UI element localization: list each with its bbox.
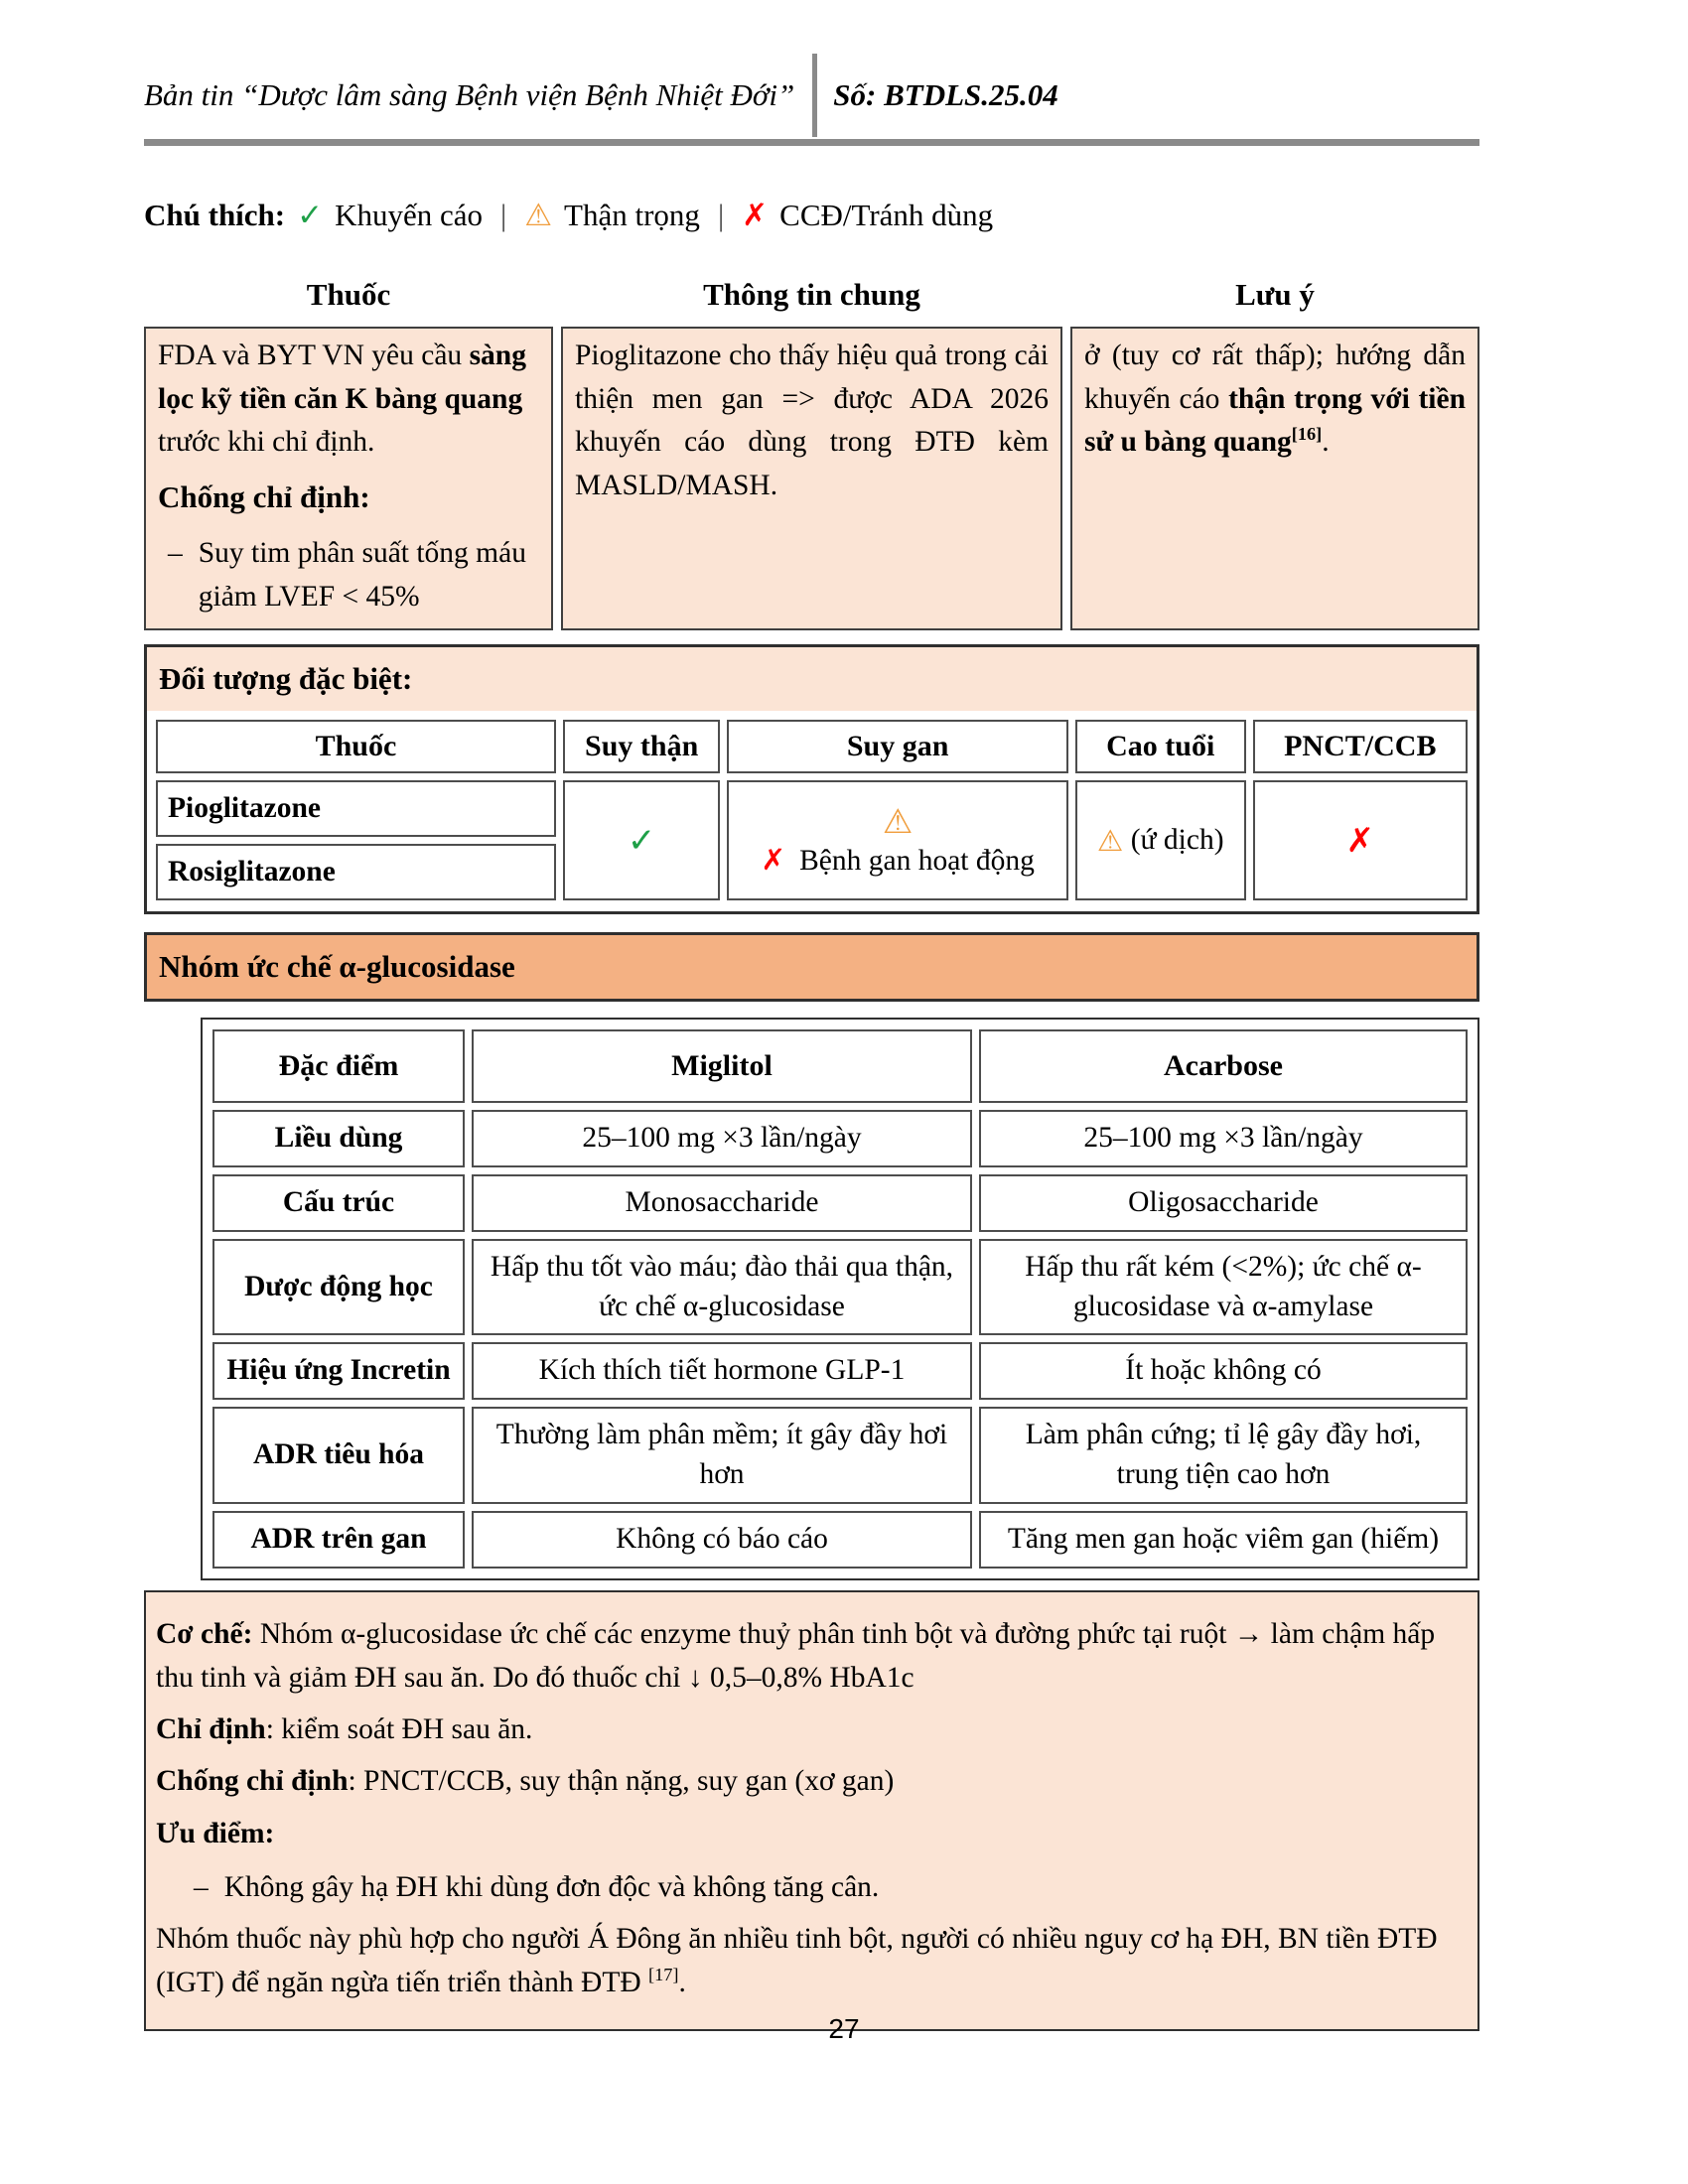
warning-icon: ⚠ xyxy=(524,198,553,233)
legend-item-ccd: CCĐ/Tránh dùng xyxy=(779,198,994,232)
alpha-glucosidase-section-title: Nhóm ức chế α-glucosidase xyxy=(144,932,1479,1002)
sp-header-thuoc: Thuốc xyxy=(156,720,556,773)
table-row-duoc-dong-hoc xyxy=(212,1239,1468,1336)
contraindication-label: Chống chỉ định xyxy=(156,1765,349,1798)
bullet-dash: – xyxy=(168,536,183,569)
special-populations-table xyxy=(147,711,1477,911)
contraindication-text: Suy tim phân suất tống máu giảm LVEF < 45% xyxy=(198,536,526,613)
sp-header-pnct-ccb: PNCT/CCB xyxy=(1253,720,1468,773)
check-icon: ✓ xyxy=(297,198,324,233)
advantages-heading xyxy=(156,1812,1462,1855)
mechanism-label: Cơ chế: xyxy=(156,1617,253,1650)
bullet-dash: – xyxy=(194,1870,209,1903)
table-row-adr-tren-gan xyxy=(212,1511,1468,1569)
legend xyxy=(144,198,1479,233)
mechanism-text: Nhóm α-glucosidase ức chế các enzyme thuỷ phân tinh bột và đường phức tại ruột → làm chậm hấp thu tinh và giảm ĐH sau ăn. Do đó thuốc chỉ ↓ 0,5–0,8% HbA1c xyxy=(156,1617,1436,1694)
page-header xyxy=(144,58,1479,127)
miglitol-value: Monosaccharide xyxy=(472,1174,972,1232)
header-divider xyxy=(812,54,817,137)
indication-label: Chỉ định xyxy=(156,1713,266,1746)
final-note-end: . xyxy=(678,1967,686,1999)
legend-separator: | xyxy=(717,198,725,232)
legend-item-khuyen-cao: Khuyến cáo xyxy=(335,198,484,232)
note-text-bold: thận trọng với tiền sử u bàng quang xyxy=(1083,382,1467,459)
miglitol-value: Kích thích tiết hormone GLP-1 xyxy=(472,1342,972,1400)
final-note-text: Nhóm thuốc này phù hợp cho người Á Đông ăn nhiều tinh bột, người có nhiều nguy cơ hạ ĐH, BN tiền ĐTĐ (IGT) để ngăn ngừa tiến triển thành ĐTĐ xyxy=(156,1923,1438,1999)
overview-cell-thuoc xyxy=(144,327,553,630)
table-row-adr-tieu-hoa xyxy=(212,1407,1468,1504)
sp-cell-cao-tuoi xyxy=(1075,780,1246,900)
page-number: 27 xyxy=(828,2013,860,2044)
final-note-paragraph xyxy=(156,1917,1462,2005)
sp-cell-suy-than xyxy=(563,780,721,900)
cao-tuoi-text: (ứ dịch) xyxy=(1130,824,1224,857)
warning-icon: ⚠ xyxy=(882,802,914,843)
overview-cell-thong-tin-chung xyxy=(561,327,1062,630)
comparison-table-wrapper xyxy=(201,1018,1479,1580)
indication-paragraph xyxy=(156,1707,1462,1751)
sp-cell-pnct-ccb xyxy=(1253,780,1468,900)
column-header-thuoc: Thuốc xyxy=(306,277,391,312)
overview-column-headers xyxy=(144,277,1479,313)
row-label: Liều dùng xyxy=(212,1110,465,1167)
row-label: Cấu trúc xyxy=(212,1174,465,1232)
acarbose-value: Ít hoặc không có xyxy=(979,1342,1468,1400)
cmp-header-acarbose: Acarbose xyxy=(979,1029,1468,1103)
sp-header-suy-than: Suy thận xyxy=(563,720,721,773)
special-populations-title: Đối tượng đặc biệt: xyxy=(147,647,1477,711)
sp-cell-suy-gan xyxy=(727,780,1067,900)
miglitol-value: 25–100 mg ×3 lần/ngày xyxy=(472,1110,972,1167)
row-label: ADR trên gan xyxy=(212,1511,465,1569)
miglitol-value: Không có báo cáo xyxy=(472,1511,972,1569)
legend-label: Chú thích: xyxy=(144,198,286,232)
thuoc-text: FDA và BYT VN yêu cầu xyxy=(158,340,470,371)
cmp-header-miglitol: Miglitol xyxy=(472,1029,972,1103)
cross-icon: ✗ xyxy=(1345,820,1375,861)
drug-rosiglitazone: Rosiglitazone xyxy=(156,844,556,900)
advantages-label: Ưu điểm: xyxy=(156,1817,275,1849)
contraindication-heading: Chống chỉ định: xyxy=(158,478,370,514)
note-text: ở (tuy cơ rất thấp); hướng dẫn khuyến cáo xyxy=(1083,340,1466,415)
advantage-text: Không gây hạ ĐH khi dùng đơn độc và không tăng cân. xyxy=(223,1870,880,1903)
suy-gan-text: Bệnh gan hoạt động xyxy=(799,844,1035,877)
row-label: Hiệu ứng Incretin xyxy=(212,1342,465,1400)
advantage-bullet xyxy=(184,1865,1462,1909)
suy-gan-line xyxy=(761,843,1035,879)
sp-header-cao-tuoi: Cao tuổi xyxy=(1075,720,1246,773)
citation-16: [16] xyxy=(1291,424,1323,445)
citation-17: [17] xyxy=(648,1965,679,1985)
acarbose-value: Làm phân cứng; tỉ lệ gây đầy hơi, trung tiện cao hơn xyxy=(979,1407,1468,1504)
acarbose-value: Oligosaccharide xyxy=(979,1174,1468,1232)
cmp-header-dac-diem: Đặc điểm xyxy=(212,1029,465,1103)
warning-icon: ⚠ xyxy=(1096,823,1124,858)
thuoc-text: trước khi chỉ định. xyxy=(158,426,375,459)
row-label: ADR tiêu hóa xyxy=(212,1407,465,1504)
drug-pioglitazone: Pioglitazone xyxy=(156,780,556,837)
thuoc-paragraph xyxy=(158,335,539,465)
mechanism-paragraph xyxy=(156,1612,1462,1701)
row-label: Dược động học xyxy=(212,1239,465,1336)
table-row-hieu-ung-incretin xyxy=(212,1342,1468,1400)
note-text: . xyxy=(1322,426,1330,459)
table-row-cau-truc xyxy=(212,1174,1468,1232)
special-populations-section xyxy=(144,644,1479,914)
acarbose-value: Tăng men gan hoặc viêm gan (hiếm) xyxy=(979,1511,1468,1569)
contraindication-paragraph xyxy=(156,1759,1462,1803)
column-header-thong-tin-chung: Thông tin chung xyxy=(703,277,920,312)
sp-header-suy-gan: Suy gan xyxy=(727,720,1067,773)
comparison-table xyxy=(206,1023,1475,1575)
column-header-luu-y: Lưu ý xyxy=(1235,277,1315,312)
cross-icon: ✗ xyxy=(761,842,786,877)
notes-block xyxy=(144,1590,1479,2031)
contraindication-text: : PNCT/CCB, suy thận nặng, suy gan (xơ gan) xyxy=(348,1765,895,1798)
acarbose-value: 25–100 mg ×3 lần/ngày xyxy=(979,1110,1468,1167)
header-rule xyxy=(144,139,1479,146)
table-row-lieu-dung xyxy=(212,1110,1468,1167)
overview-cell-luu-y xyxy=(1070,327,1479,630)
legend-item-than-trong: Thận trọng xyxy=(564,198,700,232)
cross-icon: ✗ xyxy=(742,198,769,233)
issue-number: Số: BTDLS.25.04 xyxy=(833,77,1058,112)
page-content xyxy=(144,58,1479,2031)
indication-text: : kiểm soát ĐH sau ăn. xyxy=(265,1713,533,1746)
general-info-text: Pioglitazone cho thấy hiệu quả trong cải thiện men gan => được ADA 2026 khuyến cáo dùng trong ĐTĐ kèm MASLD/MASH. xyxy=(575,340,1049,501)
overview-row xyxy=(144,327,1479,630)
check-icon: ✓ xyxy=(627,820,656,861)
acarbose-value: Hấp thu rất kém (<2%); ức chế α-glucosidase và α-amylase xyxy=(979,1239,1468,1336)
miglitol-value: Hấp thu tốt vào máu; đào thải qua thận, ức chế α-glucosidase xyxy=(472,1239,972,1336)
bulletin-title: Bản tin “Dược lâm sàng Bệnh viện Bệnh Nhiệt Đới” xyxy=(144,77,795,112)
comparison-header-row xyxy=(212,1029,1468,1103)
thuoc-text-bold: sàng lọc kỹ tiền căn K bàng quang xyxy=(158,340,526,415)
legend-separator: | xyxy=(500,198,507,232)
contraindication-bullet xyxy=(158,532,539,618)
miglitol-value: Thường làm phân mềm; ít gây đầy hơi hơn xyxy=(472,1407,972,1504)
